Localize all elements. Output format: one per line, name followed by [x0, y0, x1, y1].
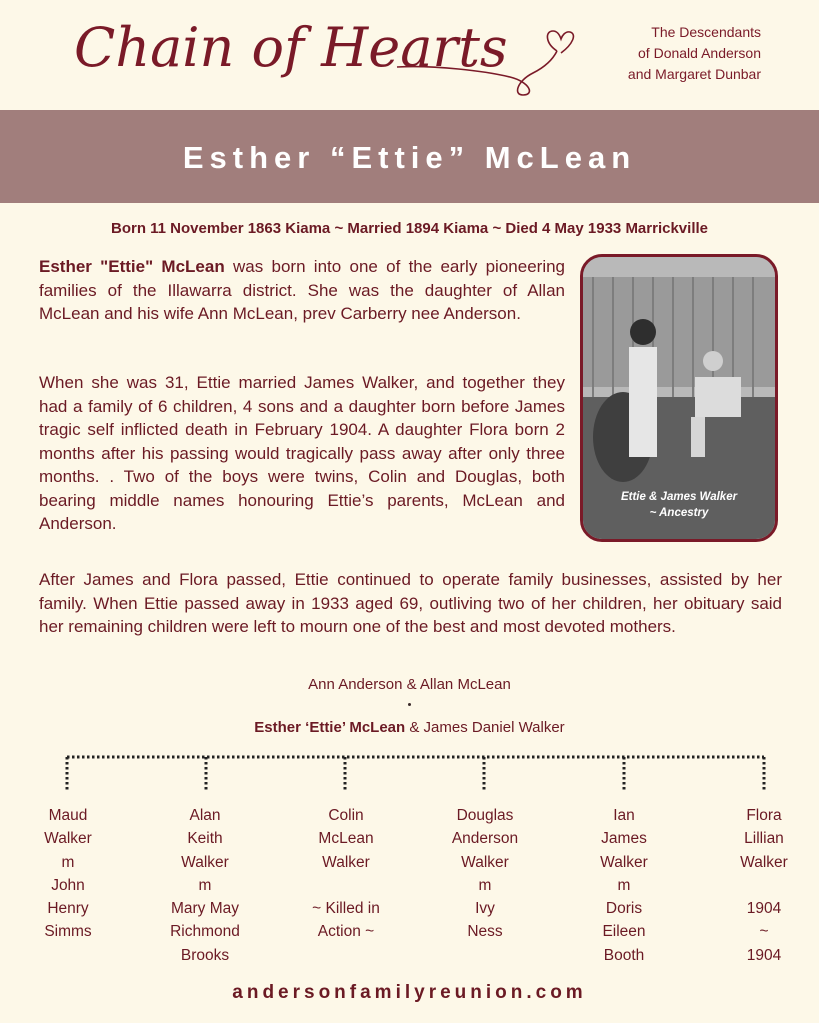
page-title: Esther “Ettie” McLean	[182, 140, 637, 175]
couple-spouse: & James Daniel Walker	[405, 719, 565, 736]
child-line: McLean	[318, 830, 374, 848]
child-line: James	[601, 830, 647, 848]
child-line: Walker	[600, 853, 648, 871]
child-line: Doris	[605, 900, 643, 918]
logo-text: Chain of Hearts	[74, 16, 508, 79]
child-line: m	[478, 876, 492, 894]
couple	[0, 719, 819, 736]
child-line: Henry	[47, 900, 89, 918]
child-line: Ian	[613, 807, 635, 824]
title-banner	[0, 110, 819, 203]
child-line: John	[51, 876, 85, 894]
child-line: Eileen	[602, 923, 646, 941]
photo-caption	[583, 489, 775, 521]
child-line: Colin	[328, 807, 364, 824]
child-line: Flora	[746, 807, 782, 824]
couple-name: Esther ‘Ettie’ McLean	[254, 719, 406, 736]
tagline-line: of Donald Anderson	[638, 45, 761, 61]
child-line	[286, 874, 406, 897]
logo	[74, 8, 508, 98]
child-line: ~ Killed in	[312, 900, 380, 918]
website-link[interactable]: andersonfamilyreunion.com	[232, 982, 587, 1003]
photo-caption-line: ~ Ancestry	[649, 507, 709, 519]
child-line: Booth	[603, 946, 645, 964]
child-alan	[145, 804, 265, 967]
family-tree-lines	[0, 740, 819, 800]
bio-paragraph-3: After James and Flora passed, Ettie continued to operate family businesses, assisted by her family. When Ettie passed away in 1933 aged 69, outliving two of her children, her obituary said her remaining children were left to mourn one of the best and most devoted mothers.	[39, 570, 782, 636]
child-line: Douglas	[456, 807, 514, 824]
child-line: Alan	[189, 807, 221, 824]
child-line: Richmond	[170, 923, 240, 941]
child-line	[704, 874, 819, 897]
child-line: m	[617, 876, 631, 894]
child-maud	[8, 804, 128, 944]
child-line: Walker	[181, 853, 229, 871]
child-line: Ivy	[475, 900, 495, 918]
child-line: Walker	[740, 853, 788, 871]
child-flora	[704, 804, 819, 967]
life-dates: Born 11 November 1863 Kiama ~ Married 1894 Kiama ~ Died 4 May 1933 Marrickville	[111, 220, 708, 237]
child-line: Ness	[467, 923, 503, 941]
child-line: m	[198, 876, 212, 894]
child-line: Anderson	[451, 830, 519, 848]
bio-name: Esther "Ettie" McLean	[39, 257, 225, 276]
photo	[580, 254, 778, 542]
child-line: Walker	[322, 853, 370, 871]
tree-connector	[408, 703, 411, 706]
tagline-line: The Descendants	[651, 24, 761, 40]
tagline	[541, 22, 761, 85]
child-line: Keith	[187, 830, 223, 848]
child-line: Action ~	[317, 923, 375, 941]
bio-paragraph-1-text: was born into one of the early pioneering families of the Illawarra district. She was the daughter of Allan McLean and his wife Ann McLean, prev Carberry nee Anderson.	[39, 257, 565, 323]
bio-paragraph-1	[39, 255, 565, 326]
child-line: 1904	[746, 946, 782, 964]
child-line: m	[61, 853, 75, 871]
child-line: ~	[759, 923, 769, 941]
bio-paragraph-2: When she was 31, Ettie married James Walker, and together they had a family of 6 children, 4 sons and a daughter born before James tragic self inflicted death in February 1904. A daughter Flora born 2 months after his passing would tragically pass away after only three months. . Two of the boys were twins, Colin and Douglas, both bearing middle names honouring Ettie’s parents, McLean and Anderson.	[39, 373, 565, 533]
child-line: Lillian	[744, 830, 784, 848]
child-douglas	[425, 804, 545, 944]
child-line: Walker	[461, 853, 509, 871]
tagline-line: and Margaret Dunbar	[627, 66, 761, 82]
child-line: Simms	[44, 923, 92, 941]
child-colin	[286, 804, 406, 944]
photo-caption-line: Ettie & James Walker	[620, 491, 738, 503]
child-line: Brooks	[180, 946, 230, 964]
child-line: Walker	[44, 830, 92, 848]
child-line: Mary May	[170, 900, 240, 918]
parents: Ann Anderson & Allan McLean	[308, 676, 511, 693]
child-line: 1904	[746, 900, 782, 918]
child-line: Maud	[48, 807, 88, 824]
child-ian	[564, 804, 684, 967]
